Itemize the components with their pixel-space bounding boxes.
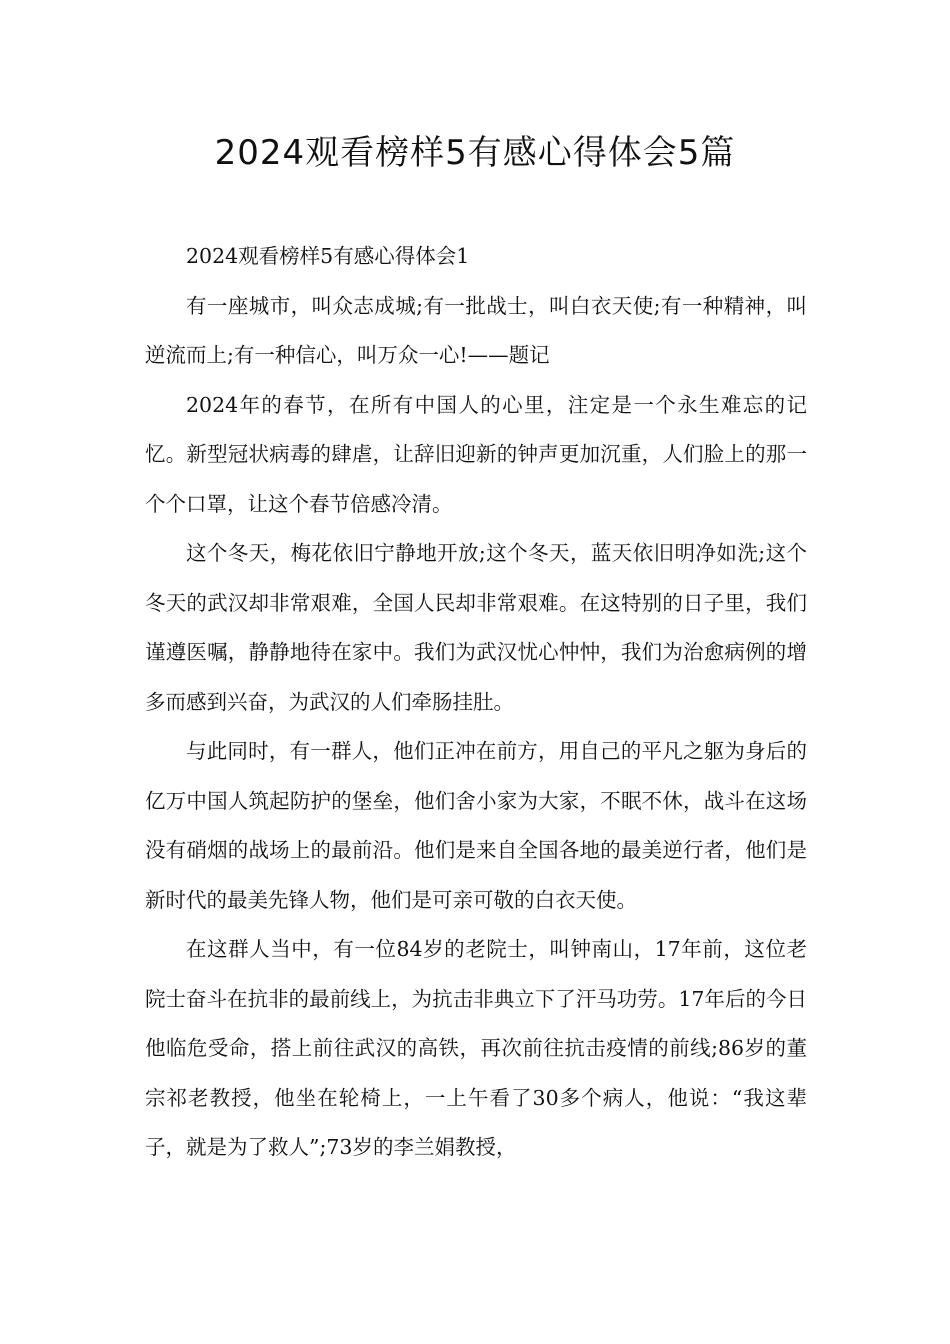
paragraph-epigraph: 有一座城市，叫众志成城;有一批战士，叫白衣天使;有一种精神，叫逆流而上;有一种信心，叫万众一心!——题记 [145, 293, 807, 367]
section-heading: 2024观看榜样5有感心得体会1 [186, 244, 470, 268]
document-title: 2024观看榜样5有感心得体会5篇 [214, 133, 736, 173]
paragraph-spring-festival: 2024年的春节，在所有中国人的心里，注定是一个永生难忘的记忆。新型冠状病毒的肆虐，让辞旧迎新的钟声更加沉重，人们脸上的那一个个口罩，让这个春节倍感冷清。 [145, 392, 807, 516]
paragraph-frontline: 与此同时，有一群人，他们正冲在前方，用自己的平凡之躯为身后的亿万中国人筑起防护的堡垒，他们舍小家为大家，不眠不休，战斗在这场没有硝烟的战场上的最前沿。他们是来自全国各地的最美逆行者，他们是新时代的最美先锋人物，他们是可亲可敬的白衣天使。 [145, 739, 807, 912]
document-body [145, 232, 807, 1173]
paragraph-winter: 这个冬天，梅花依旧宁静地开放;这个冬天，蓝天依旧明净如洗;这个冬天的武汉却非常艰难，全国人民却非常艰难。在这特别的日子里，我们谨遵医嘱，静静地待在家中。我们为武汉忧心忡忡，我们为治愈病例的增多而感到兴奋，为武汉的人们牵肠挂肚。 [145, 541, 807, 714]
paragraph-academicians: 在这群人当中，有一位84岁的老院士，叫钟南山，17年前，这位老院士奋斗在抗非的最前线上，为抗击非典立下了汗马功劳。17年后的今日他临危受命，搭上前往武汉的高铁，再次前往抗击疫情的前线;86岁的董宗祁老教授，他坐在轮椅上，一上午看了30多个病人，他说：“我这辈子，就是为了救人”;73岁的李兰娟教授， [145, 937, 807, 1159]
